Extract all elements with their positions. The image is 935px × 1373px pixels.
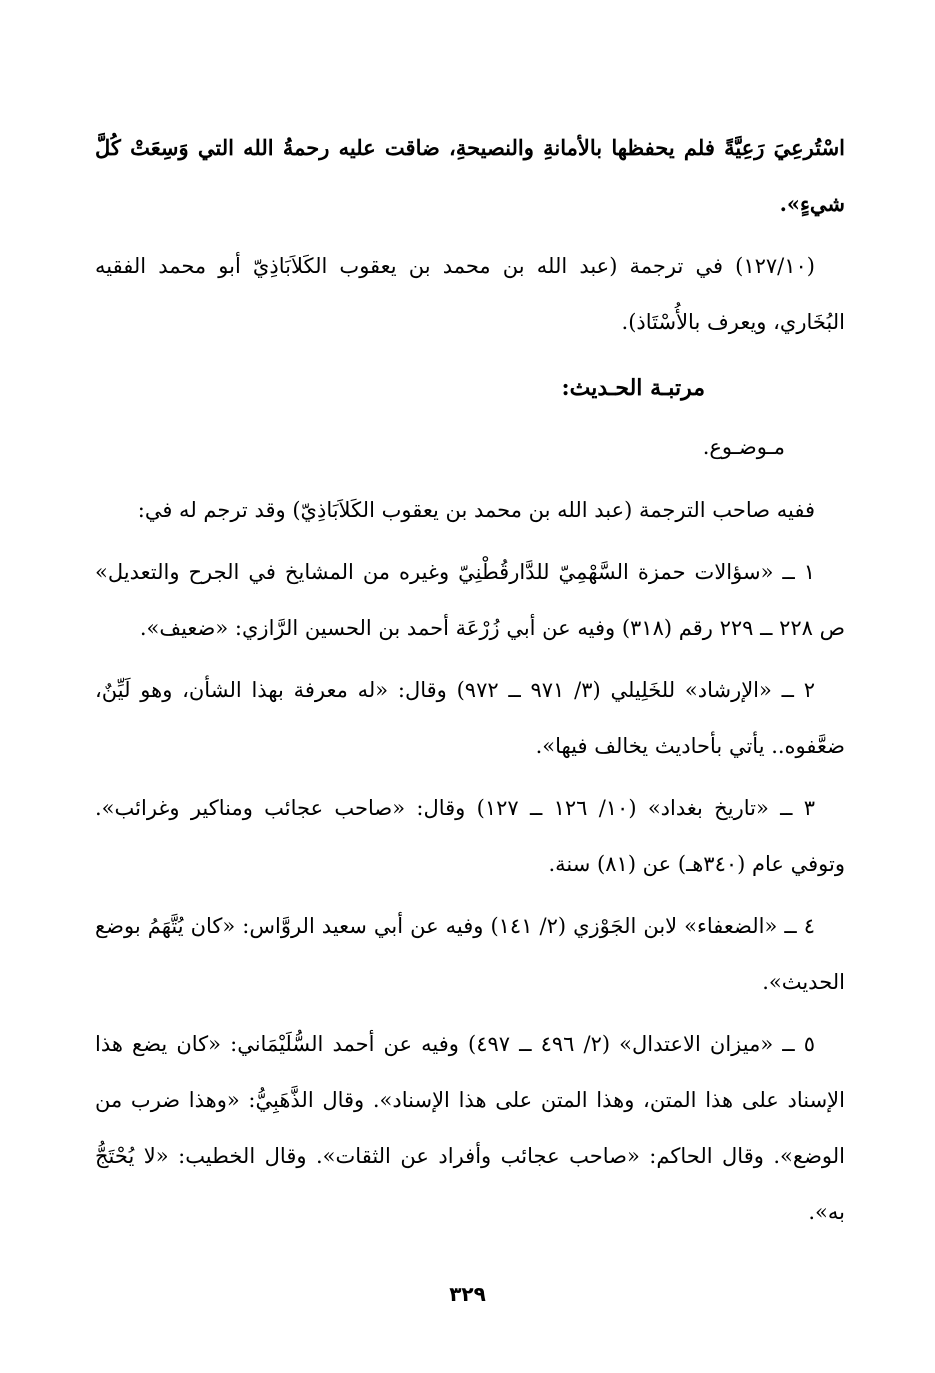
page-body [95,120,845,1240]
source-item-1: ١ ــ «سؤالات حمزة السَّهْمِيّ للدَّارقُطْنِيّ وغيره من المشايخ في الجرح والتعديل» ص ٢٢٨ ــ ٢٢٩ رقم (٣١٨) وفيه عن أبي زُرْعَة أحمد بن الحسين الرَّازي: «ضعيف». [95,560,845,640]
continuation-paragraph: اسْتُرعِيَ رَعِيَّةً فلم يحفظها بالأمانةِ والنصيحةِ، ضاقت عليه رحمةُ الله التي وَسِعَتْ كُلَّ شيءٍ». [95,135,845,216]
source-item-2: ٢ ــ «الإرشاد» للخَلِيلي (٣/ ٩٧١ ــ ٩٧٢) وقال: «له معرفة بهذا الشأن، وهو لَيِّنٌ، ضعَّفوه.. يأتي بأحاديث يخالف فيها». [95,678,845,758]
source-item-3: ٣ ــ «تاريخ بغداد» (١٠/ ١٢٦ ــ ١٢٧) وقال: «صاحب عجائب ومناكير وغرائب». وتوفي عام (٣٤٠هـ) عن (٨١) سنة. [95,796,845,876]
explanation-paragraph: ففيه صاحب الترجمة (عبد الله بن محمد بن يعقوب الكَلاَبَاذِيّ) وقد ترجم له في: [137,498,815,522]
verdict-text: مـوضـوع. [702,435,785,459]
page-number: ٣٢٩ [449,1282,486,1306]
note-intro-paragraph: (١٢٧/١٠) في ترجمة (عبد الله بن محمد بن يعقوب الكَلاَبَاذِيّ أبو محمد الفقيه البُخَاري، ويعرف بالأُسْتَاذ). [95,254,845,334]
section-heading: مرتبـة الحـديث: [561,375,705,401]
source-item-4: ٤ ــ «الضعفاء» لابن الجَوْزي (٢/ ١٤١) وفيه عن أبي سعيد الروَّاس: «كان يُتَّهَمُ بوضع الحديث». [95,914,845,994]
source-item-5: ٥ ــ «ميزان الاعتدال» (٢/ ٤٩٦ ــ ٤٩٧) وفيه عن أحمد السُّلَيْمَاني: «كان يضع هذا الإسناد على هذا المتن، وهذا المتن على هذا الإسناد». وقال الذَّهَبِيُّ: «وهذا ضرب من الوضع». وقال الحاكم: «صاحب عجائب وأفراد عن الثقات». وقال الخطيب: «لا يُحْتَجُّ به». [95,1032,845,1224]
